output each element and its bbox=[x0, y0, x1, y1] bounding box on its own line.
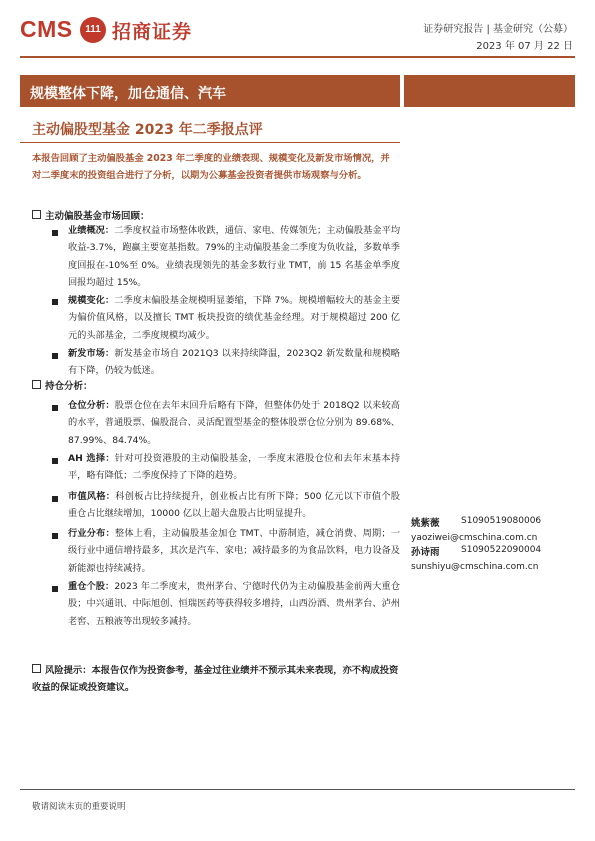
bullet-square-icon bbox=[52, 496, 58, 502]
risk-warning bbox=[32, 662, 402, 696]
header-divider bbox=[20, 56, 575, 58]
bullet-square-icon bbox=[52, 353, 58, 359]
logo-badge-icon: 111 bbox=[80, 17, 106, 43]
item-text: 针对可投资港股的主动偏股基金，一季度末港股仓位和去年末基本持平，略有降低；二季度保持了下降的趋势。 bbox=[68, 453, 401, 482]
item-text: 整体上看，主动偏股基金加仓 TMT、中游制造，减仓消费、周期；一级行业中通信增持最多，其次是汽车、家电；减持最多的为食品饮料，电力设备及新能源也持续减持。 bbox=[68, 528, 401, 574]
subtitle-divider bbox=[20, 142, 400, 143]
author-name: 姚紫薇 bbox=[411, 518, 440, 529]
bullet-square-icon bbox=[52, 533, 58, 539]
author-id: S1090522090004 bbox=[461, 545, 542, 555]
item-text: 2023 年二季度末，贵州茅台、宁德时代仍为主动偏股基金前两大重仓股；中兴通讯、中际旭创、恒瑞医药等获得较多增持，山西汾酒、贵州茅台、泸州老窖、五粮液等出现较多减持。 bbox=[68, 581, 401, 627]
list-item bbox=[68, 345, 400, 380]
section-title bbox=[32, 208, 150, 222]
logo-chinese: 招商证券 bbox=[112, 21, 193, 43]
author-name: 孙诗雨 bbox=[411, 547, 440, 558]
bullet-square-icon bbox=[52, 299, 58, 305]
footer-divider bbox=[20, 789, 575, 790]
list-item bbox=[68, 578, 400, 630]
author-email[interactable]: sunshiyu@cmschina.com.cn bbox=[411, 562, 539, 572]
item-label: 规模变化： bbox=[68, 295, 115, 306]
item-label: 行业分布： bbox=[68, 528, 115, 539]
item-text: 股票仓位在去年末回升后略有下降，但整体仍处于 2018Q2 以来较高的水平，普通股票、偏股混合、灵活配置型基金的整体股票仓位分别为 89.68%、87.99%、84.74%。 bbox=[68, 400, 400, 446]
checkbox-square-icon bbox=[32, 210, 41, 219]
report-title: 规模整体下降，加仓通信、汽车 bbox=[30, 86, 226, 102]
title-band-right bbox=[404, 75, 575, 107]
author-email[interactable]: yaoziwei@cmschina.com.cn bbox=[411, 533, 538, 543]
list-item bbox=[68, 525, 400, 577]
list-item bbox=[68, 222, 400, 291]
item-text: 二季度末偏股基金规模明显萎缩，下降 7%。规模增幅较大的基金主要为偏价值风格，以及擅长 TMT 板块投资的绩优基金经理。对于规模超过 200 亿元的头部基金，二季度规模均减少。 bbox=[68, 295, 401, 341]
item-text: 新发基金市场自 2021Q3 以来持续降温，2023Q2 新发数量和规模略有下降，仍较为低迷。 bbox=[68, 348, 400, 377]
item-label: 业绩概况： bbox=[68, 225, 115, 236]
footer-note: 敬请阅读末页的重要说明 bbox=[32, 802, 126, 812]
item-label: 市值风格： bbox=[68, 491, 116, 502]
section-title bbox=[32, 378, 93, 392]
checkbox-square-icon bbox=[32, 380, 41, 389]
author-id: S1090519080006 bbox=[461, 516, 542, 526]
item-label: 新发市场： bbox=[68, 348, 115, 359]
list-item bbox=[68, 292, 400, 344]
item-text: 二季度权益市场整体收跌，通信、家电、传媒领先；主动偏股基金平均收益-3.7%，跑赢主要宽基指数。79%的主动偏股基金二季度为负收益，多数单季度回报在-10%至 0%。业绩表现领先的基金多数行业 TMT，前 15 名基金单季度回报均超过 15%。 bbox=[68, 225, 401, 288]
checkbox-square-icon bbox=[32, 664, 41, 673]
item-label: 重仓个股： bbox=[68, 581, 115, 592]
bullet-square-icon bbox=[52, 458, 58, 464]
section-title-text: 持仓分析： bbox=[45, 381, 93, 392]
bullet-square-icon bbox=[52, 405, 58, 411]
logo-latin: CMS bbox=[20, 16, 73, 42]
list-item bbox=[68, 488, 400, 523]
bullet-square-icon bbox=[52, 586, 58, 592]
item-text: 科创板占比持续提升，创业板占比有所下降；500 亿元以下市值个股重仓占比继续增加，10000 亿以上超大盘股占比明显提升。 bbox=[68, 491, 400, 520]
item-label: 仓位分析： bbox=[68, 400, 115, 411]
report-subtitle: 主动偏股型基金 2023 年二季报点评 bbox=[32, 122, 263, 138]
item-label: AH 选择： bbox=[68, 453, 115, 464]
section-title-text: 主动偏股基金市场回顾： bbox=[45, 211, 150, 222]
list-item bbox=[68, 450, 400, 485]
report-date: 2023 年 07 月 22 日 bbox=[476, 41, 573, 52]
report-type: 证券研究报告 | 基金研究（公募） bbox=[423, 24, 573, 35]
risk-text: 风险提示：本报告仅作为投资参考，基金过往业绩并不预示其未来表现，亦不构成投资收益的保证或投资建议。 bbox=[32, 665, 399, 693]
abstract: 本报告回顾了主动偏股基金 2023 年二季度的业绩表现、规模变化及新发市场情况，并对二季度末的投资组合进行了分析，以期为公募基金投资者提供市场观察与分析。 bbox=[32, 153, 390, 181]
list-item bbox=[68, 397, 400, 449]
bullet-square-icon bbox=[52, 230, 58, 236]
